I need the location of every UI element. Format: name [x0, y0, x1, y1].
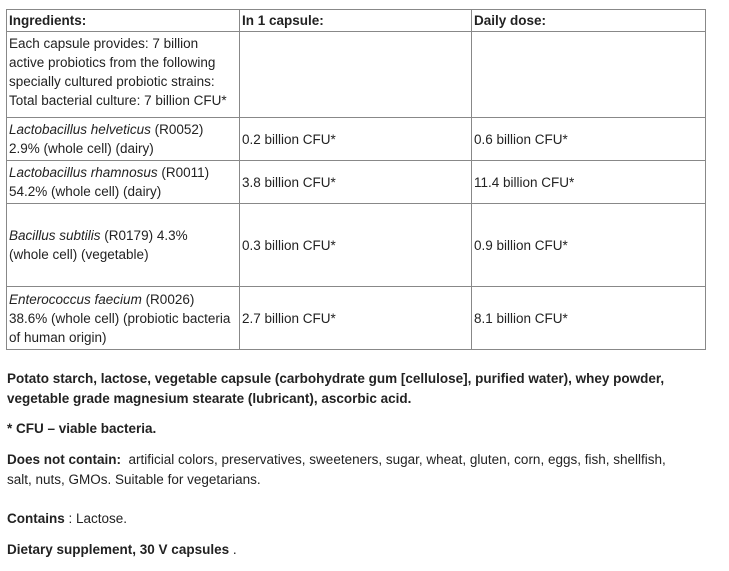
- ingredient-cell: [7, 118, 240, 161]
- does-not-contain: [7, 450, 707, 490]
- dietary-supplement-statement: [7, 540, 237, 560]
- supplement-label: Dietary supplement, 30 V capsules: [7, 542, 230, 557]
- supplement-facts-page: [6, 9, 706, 557]
- strain-name: Bacillus subtilis: [9, 228, 101, 243]
- intro-line-2: active probiotics from the following: [9, 55, 216, 70]
- intro-line-3: specially cultured probiotic strains:: [9, 74, 215, 89]
- ingredient-cell: [7, 161, 240, 204]
- cfu-footnote: * CFU – viable bacteria.: [7, 421, 157, 436]
- intro-per-capsule: [240, 32, 472, 118]
- per-capsule-value: 0.2 billion CFU*: [240, 118, 472, 161]
- strain-name: Lactobacillus rhamnosus: [9, 165, 158, 180]
- intro-cell: [7, 32, 240, 118]
- header-daily-dose: Daily dose:: [472, 10, 706, 32]
- other-ingredients-line-1: Potato starch, lactose, vegetable capsule (carbohydrate gum [cellulose], purified water), whey powder,: [7, 371, 665, 386]
- strain-name: Lactobacillus helveticus: [9, 122, 151, 137]
- table-row-intro: [7, 32, 706, 118]
- per-capsule-value: 0.3 billion CFU*: [240, 204, 472, 287]
- contains-label: Contains: [7, 511, 65, 526]
- other-ingredients: [7, 369, 707, 409]
- table-row: [7, 161, 706, 204]
- does-not-contain-text-1: artificial colors, preservatives, sweeteners, sugar, wheat, gluten, corn, eggs, fish, shellfish,: [121, 452, 666, 467]
- does-not-contain-text-2: salt, nuts, GMOs. Suitable for vegetarians.: [7, 472, 261, 487]
- table-row: [7, 287, 706, 350]
- per-capsule-value: 2.7 billion CFU*: [240, 287, 472, 350]
- ingredient-cell: [7, 287, 240, 350]
- ingredient-cell: [7, 204, 240, 287]
- table-header-row: [7, 10, 706, 32]
- intro-daily: [472, 32, 706, 118]
- strain-code: (R0026): [141, 291, 195, 307]
- other-ingredients-line-2: vegetable grade magnesium stearate (lubricant), ascorbic acid.: [7, 391, 412, 406]
- table-row: [7, 204, 706, 287]
- strain-detail: 2.9% (whole cell) (dairy): [9, 141, 154, 156]
- daily-dose-value: 11.4 billion CFU*: [472, 161, 706, 204]
- table-row: [7, 118, 706, 161]
- strain-detail: 38.6% (whole cell) (probiotic bacteria: [9, 310, 231, 326]
- intro-line-1: Each capsule provides: 7 billion: [9, 36, 199, 51]
- strain-detail: (whole cell) (vegetable): [9, 247, 149, 262]
- daily-dose-value: 0.6 billion CFU*: [472, 118, 706, 161]
- ingredients-table: [6, 9, 706, 350]
- strain-detail-continued: of human origin): [9, 329, 107, 345]
- intro-line-4: Total bacterial culture: 7 billion CFU*: [9, 93, 227, 108]
- per-capsule-value: 3.8 billion CFU*: [240, 161, 472, 204]
- strain-code: (R0179) 4.3%: [100, 228, 188, 243]
- strain-code: (R0011): [157, 165, 210, 180]
- does-not-contain-label: Does not contain:: [7, 452, 121, 467]
- strain-name: Enterococcus faecium: [9, 291, 142, 307]
- daily-dose-value: 0.9 billion CFU*: [472, 204, 706, 287]
- contains-statement: [7, 509, 127, 529]
- strain-detail: 54.2% (whole cell) (dairy): [9, 184, 162, 199]
- header-in-1-capsule: In 1 capsule:: [240, 10, 472, 32]
- header-ingredients: Ingredients:: [7, 10, 240, 32]
- strain-code: (R0052): [150, 122, 204, 137]
- contains-text: : Lactose.: [64, 511, 128, 526]
- daily-dose-value: 8.1 billion CFU*: [472, 287, 706, 350]
- supplement-text: .: [229, 542, 237, 557]
